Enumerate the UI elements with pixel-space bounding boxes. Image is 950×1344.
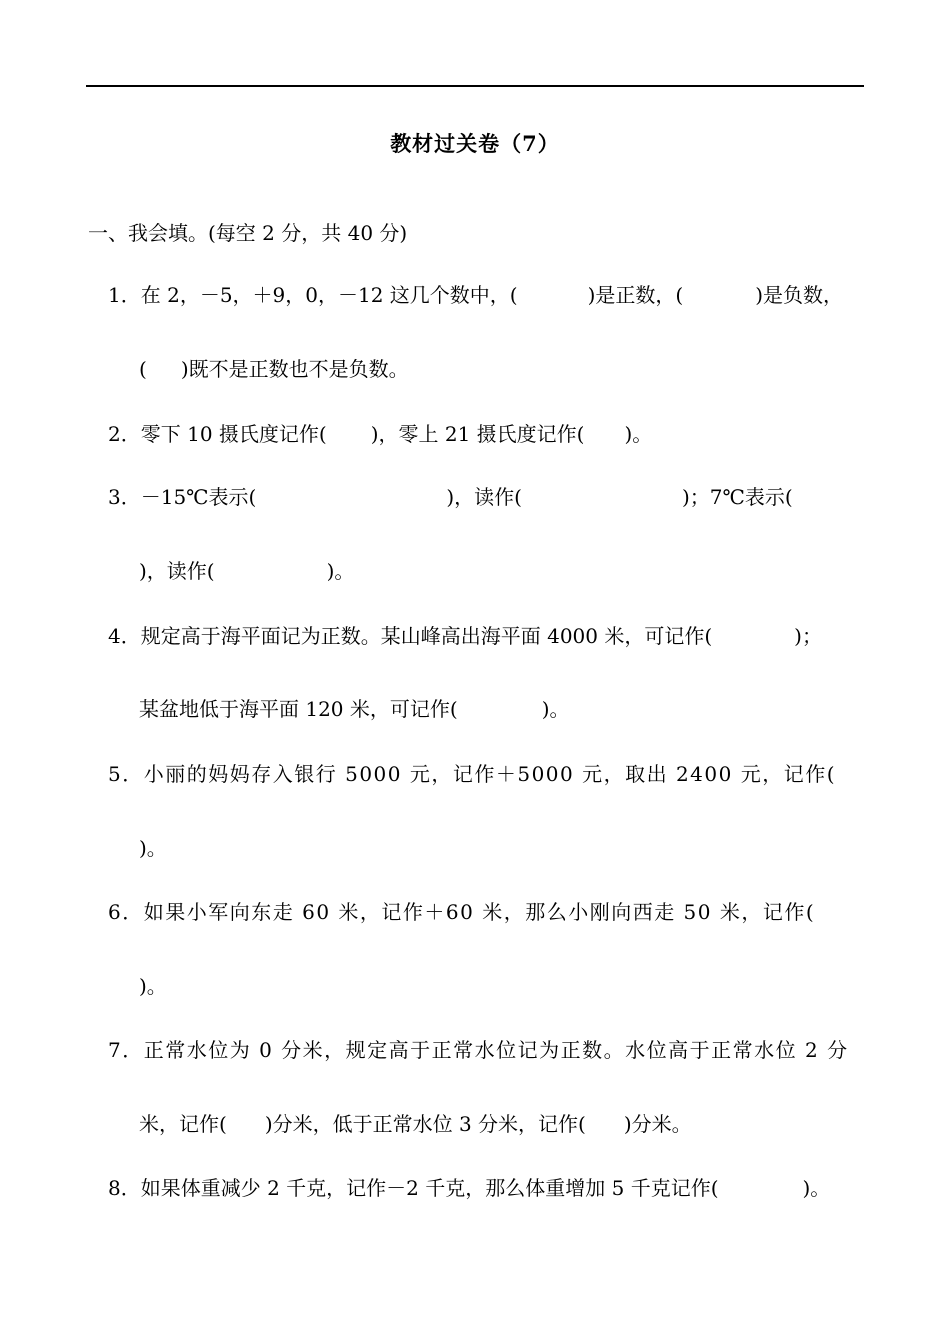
question-1-line-1 [108,281,843,309]
question-text: )，零上 21 摄氏度记作( [370,422,585,446]
question-text: 小丽的妈妈存入银行 5000 元，记作＋5000 元，取出 2400 元，记作( [143,762,837,786]
question-text: )。 [326,559,355,583]
question-6-line-1 [108,898,815,926]
question-5-line-1 [108,760,836,788]
question-8-line-1 [108,1174,830,1202]
question-text: )。 [624,422,653,446]
question-3-line-1 [108,483,793,511]
question-text: )。 [802,1176,831,1200]
section-heading: 一、我会填。(每空 2 分，共 40 分) [88,221,408,245]
question-text: ( [139,357,147,381]
question-4-line-2 [139,695,570,723]
question-text: 如果体重减少 2 千克，记作－2 千克，那么体重增加 5 千克记作( [140,1176,719,1200]
question-text: 某盆地低于海平面 120 米，可记作( [139,697,458,721]
question-text: －15℃表示( [140,485,257,509]
question-7-line-2 [139,1110,692,1138]
page-title: 教材过关卷（7） [390,131,560,156]
question-number: 8． [108,1176,141,1200]
question-number: 1． [108,283,141,307]
top-rule [86,85,864,87]
question-1-line-2 [139,355,409,383]
question-text: )既不是正数也不是负数。 [180,357,409,381]
question-4-line-1 [108,622,822,650]
question-text: )；7℃表示( [681,485,793,509]
question-text: )。 [139,974,167,998]
question-text: )分米。 [623,1112,692,1136]
question-text: )，读作( [139,559,215,583]
question-text: 米，记作( [139,1112,227,1136]
question-text: 如果小军向东走 60 米，记作＋60 米，那么小刚向西走 50 米，记作( [143,900,816,924]
question-6-line-2 [139,972,167,1000]
question-text: 规定高于海平面记为正数。某山峰高出海平面 4000 米，可记作( [140,624,713,648]
question-number: 6． [108,900,144,924]
question-7-line-1 [108,1036,849,1064]
question-5-line-2 [139,834,167,862]
question-text: 零下 10 摄氏度记作( [140,422,327,446]
question-text: )，读作( [446,485,522,509]
question-number: 4． [108,624,141,648]
question-number: 3． [108,485,141,509]
question-3-line-2 [139,557,354,585]
question-text: )分米，低于正常水位 3 分米，记作( [264,1112,586,1136]
question-text: 正常水位为 0 分米，规定高于正常水位记为正数。水位高于正常水位 2 分 [143,1038,849,1062]
question-text: )； [794,624,822,648]
question-text: 在 2，－5，＋9，0，－12 这几个数中，( [140,283,518,307]
question-text: )。 [541,697,570,721]
question-text: )是负数， [755,283,844,307]
question-text: )。 [139,836,167,860]
question-number: 5． [108,762,144,786]
question-2-line-1 [108,420,652,448]
question-number: 2． [108,422,141,446]
question-number: 7． [108,1038,144,1062]
question-text: )是正数，( [587,283,684,307]
